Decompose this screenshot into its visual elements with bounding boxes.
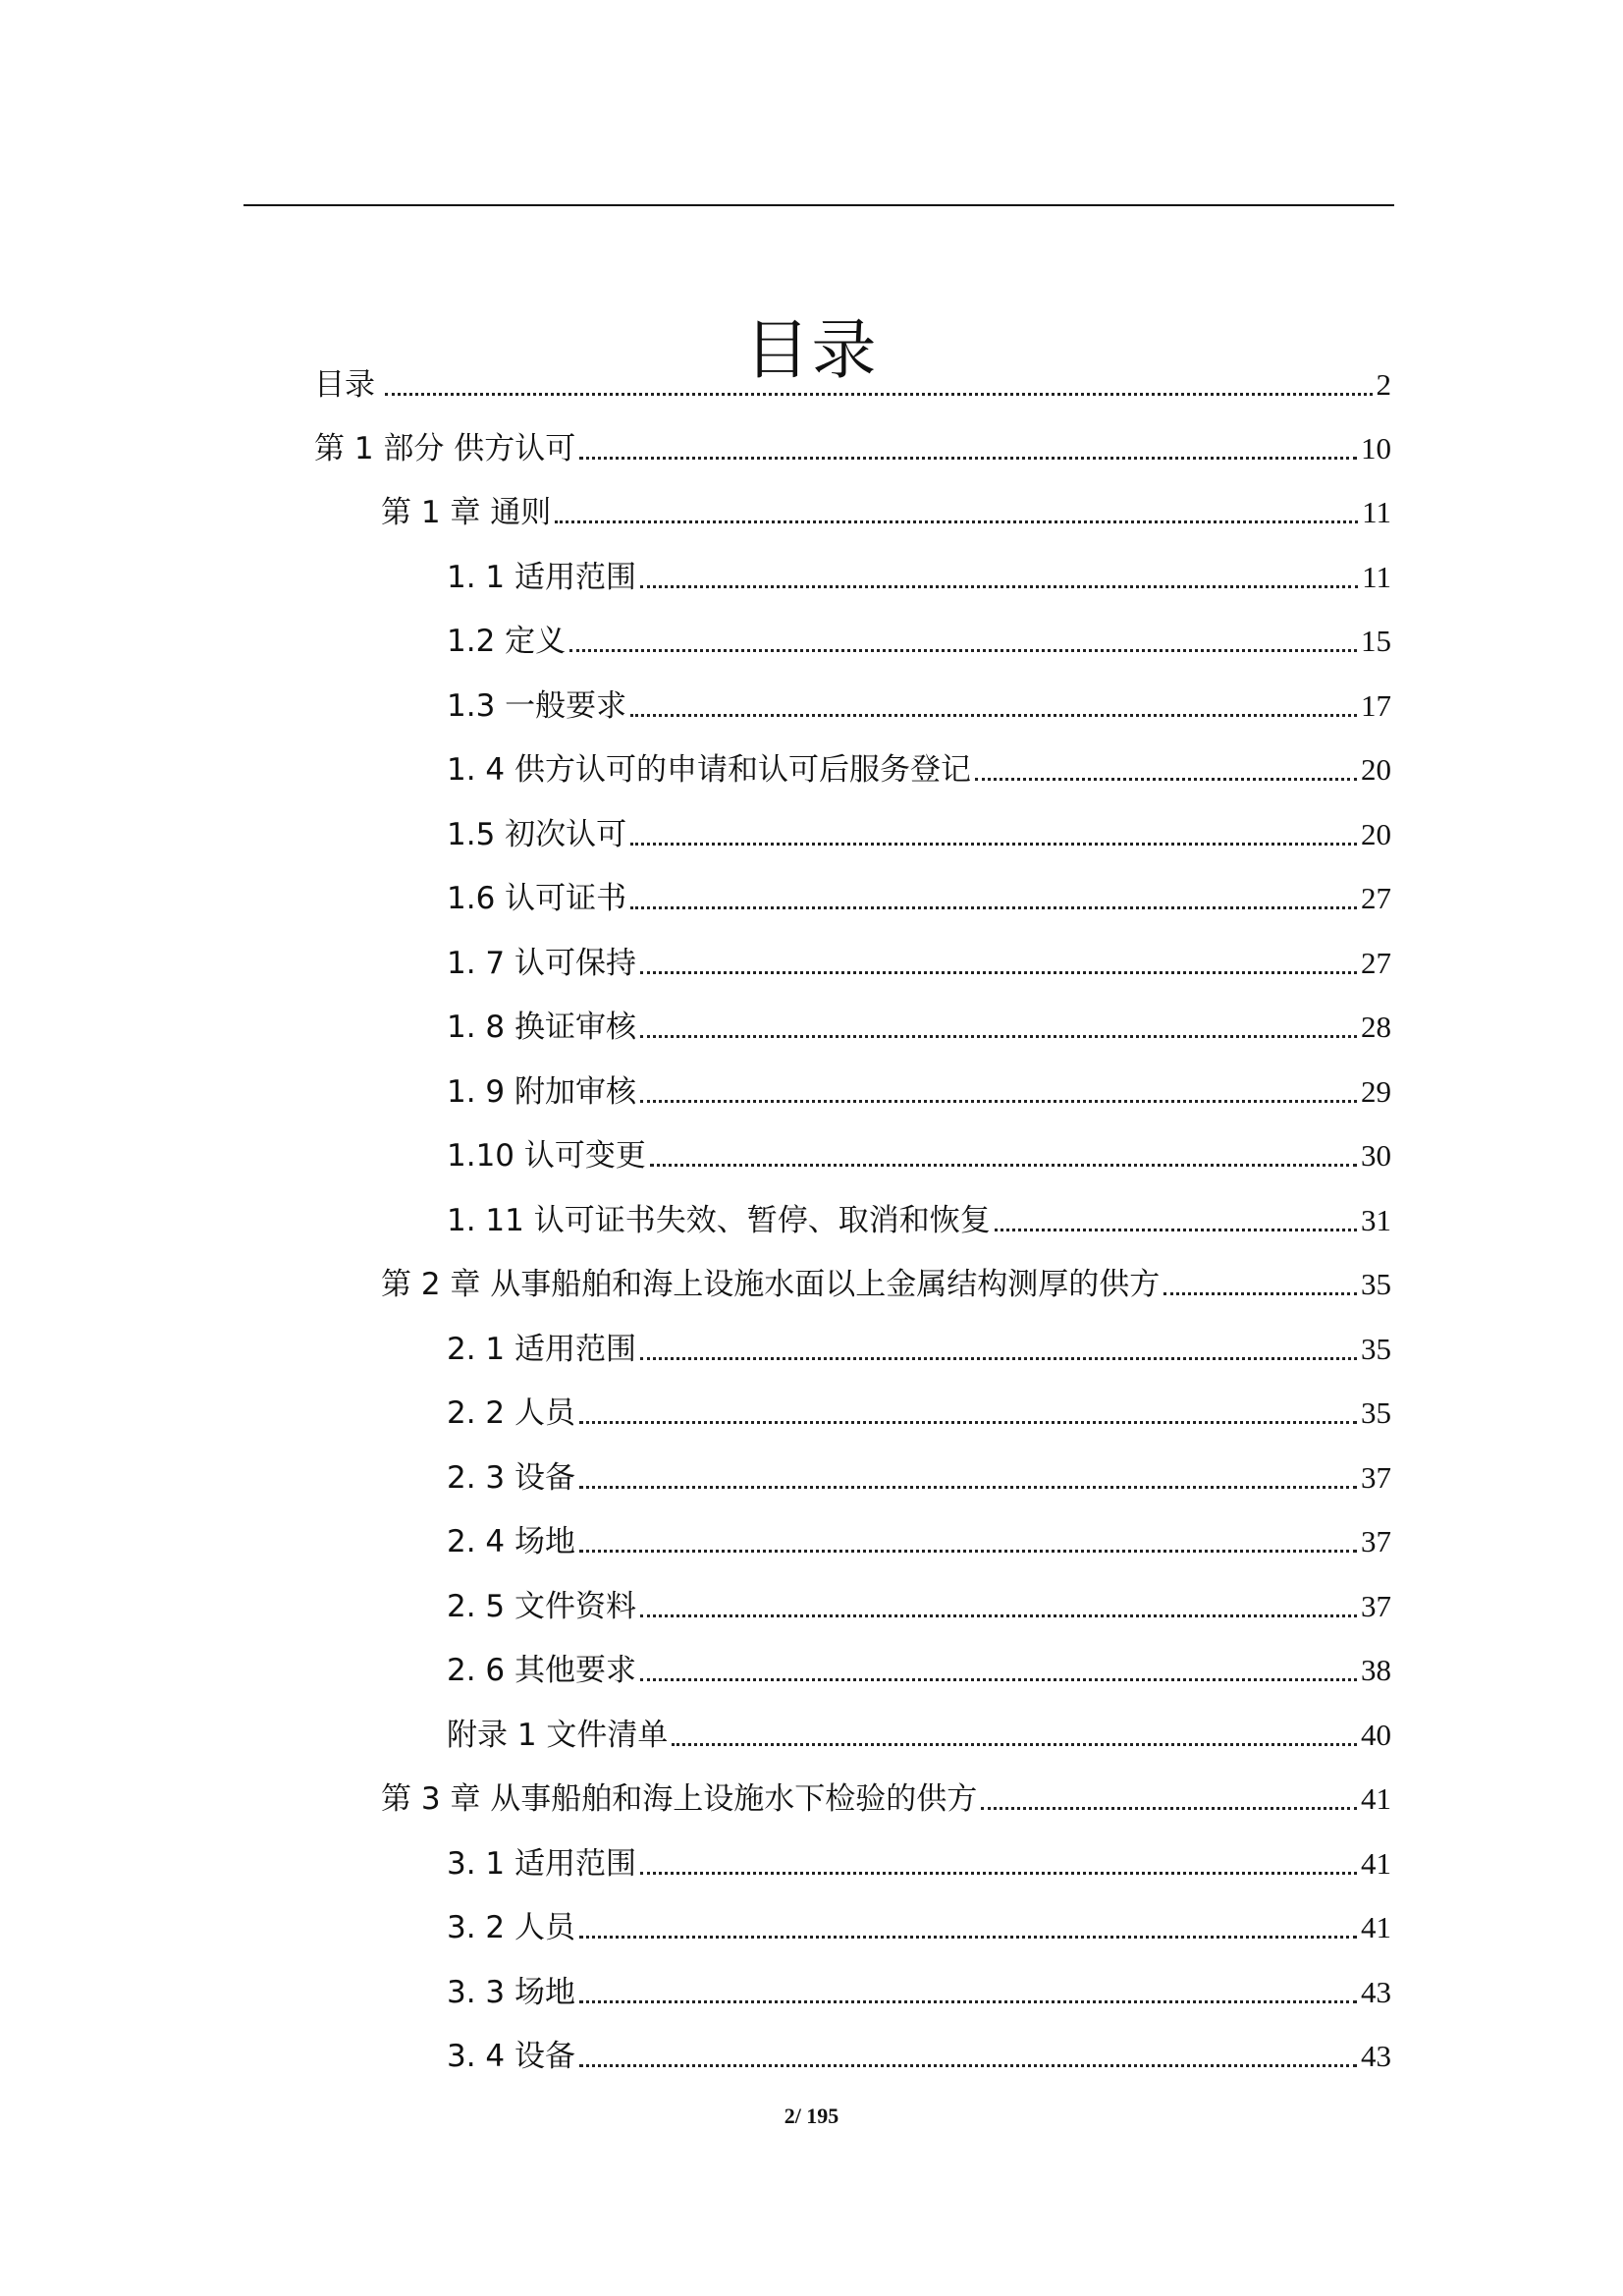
toc-dot-leader [640,1357,1357,1360]
toc-entry-page: 15 [1361,624,1391,658]
toc-dot-leader [640,1678,1357,1681]
toc-dot-leader [640,1614,1357,1617]
toc-entry-label: 2. 2 人员 [447,1395,576,1431]
toc-entry-label: 2. 4 场地 [447,1524,576,1559]
toc-entry-label: 2. 1 适用范围 [447,1332,637,1367]
toc-entry-label: 1. 1 适用范围 [447,560,637,595]
toc-entry-page: 35 [1361,1332,1391,1366]
toc-entry-label: 1.2 定义 [447,624,567,659]
toc-entry-label: 目录 [314,367,375,403]
toc-entry-page: 31 [1361,1203,1391,1237]
toc-entry-page: 38 [1361,1653,1391,1687]
toc-dot-leader [650,1164,1357,1167]
toc-dot-leader [569,649,1357,652]
toc-dot-leader [640,585,1358,588]
toc-entry-page: 37 [1361,1589,1391,1623]
toc-dot-leader [640,1872,1357,1875]
toc-entry-label: 1. 9 附加审核 [447,1074,637,1110]
toc-entry[interactable] [447,1390,1391,1433]
toc-entry-label: 1.3 一般要求 [447,688,627,724]
toc-entry[interactable] [381,1261,1391,1304]
toc-dot-leader [975,778,1357,781]
toc-dot-leader [1163,1292,1357,1295]
toc-entry[interactable] [447,875,1391,918]
toc-entry[interactable] [447,554,1391,597]
toc-entry[interactable] [314,425,1391,468]
page-title: 目录 [744,312,879,389]
toc-entry-label: 1.10 认可变更 [447,1138,646,1174]
toc-entry-page: 43 [1361,2039,1391,2073]
toc-entry-page: 10 [1361,431,1391,465]
toc-entry-page: 37 [1361,1524,1391,1558]
toc-dot-leader [579,1550,1357,1553]
toc-entry-page: 27 [1361,946,1391,980]
toc-entry-page: 20 [1361,752,1391,787]
toc-entry[interactable] [447,1583,1391,1626]
toc-entry[interactable] [447,1068,1391,1112]
toc-dot-leader [672,1743,1357,1746]
toc-entry-label: 1. 11 认可证书失效、暂停、取消和恢复 [447,1203,991,1238]
toc-entry-page: 2 [1376,367,1391,402]
toc-dot-leader [385,393,1373,396]
toc-dot-leader [579,1486,1357,1489]
toc-dot-leader [630,714,1357,717]
toc-entry[interactable] [447,811,1391,854]
toc-entry-label: 第 1 章 通则 [381,495,552,530]
toc-entry-label: 1. 8 换证审核 [447,1010,637,1045]
toc-entry[interactable] [447,1518,1391,1561]
toc-entry-label: 2. 6 其他要求 [447,1653,637,1688]
toc-dot-leader [995,1229,1357,1231]
toc-dot-leader [640,1035,1357,1038]
toc-entry-label: 2. 3 设备 [447,1460,576,1496]
toc-entry[interactable] [447,940,1391,983]
toc-entry[interactable] [447,1712,1391,1755]
toc-entry[interactable] [447,1454,1391,1498]
toc-entry-label: 3. 1 适用范围 [447,1846,637,1882]
toc-dot-leader [579,1421,1357,1424]
toc-entry-label: 1.6 认可证书 [447,881,627,916]
toc-dot-leader [630,843,1357,846]
toc-entry-page: 29 [1361,1074,1391,1109]
toc-entry[interactable] [447,1004,1391,1047]
toc-dot-leader [640,971,1357,974]
toc-dot-leader [579,2000,1357,2003]
toc-entry-page: 41 [1361,1910,1391,1944]
toc-entry[interactable] [381,489,1391,532]
toc-entry-page: 11 [1362,560,1391,594]
toc-entry[interactable] [447,746,1391,790]
toc-entry-label: 1. 7 认可保持 [447,946,637,981]
toc-entry-page: 20 [1361,817,1391,851]
toc-entry[interactable] [447,1647,1391,1690]
toc-dot-leader [640,1100,1357,1103]
toc-entry-page: 40 [1361,1718,1391,1752]
toc-entry[interactable] [381,1776,1391,1819]
toc-entry[interactable] [447,1326,1391,1369]
toc-dot-leader [579,457,1357,460]
toc-entry-page: 28 [1361,1010,1391,1044]
toc-dot-leader [981,1807,1357,1810]
toc-entry-label: 3. 2 人员 [447,1910,576,1945]
toc-dot-leader [555,520,1358,523]
toc-dot-leader [630,906,1357,909]
toc-entry-page: 35 [1361,1395,1391,1430]
toc-entry-label: 3. 4 设备 [447,2039,576,2074]
toc-entry-page: 41 [1361,1846,1391,1881]
page-number: 2/ 195 [784,2104,839,2128]
toc-entry-page: 27 [1361,881,1391,915]
toc-entry-label: 第 3 章 从事船舶和海上设施水下检验的供方 [381,1781,978,1817]
toc-entry-page: 11 [1362,495,1391,529]
toc-entry-label: 第 2 章 从事船舶和海上设施水面以上金属结构测厚的供方 [381,1267,1161,1302]
toc-entry-page: 35 [1361,1267,1391,1301]
toc-entry-label: 附录 1 文件清单 [447,1718,669,1753]
toc-entry-label: 1. 4 供方认可的申请和认可后服务登记 [447,752,972,788]
toc-entry-label: 2. 5 文件资料 [447,1589,637,1624]
toc-entry-page: 41 [1361,1781,1391,1816]
header-rule [243,204,1394,206]
toc-entry-label: 第 1 部分 供方认可 [314,431,576,466]
toc-dot-leader [579,1936,1357,1939]
toc-entry-page: 30 [1361,1138,1391,1173]
toc-entry[interactable] [314,361,1391,405]
toc-entry[interactable] [447,1197,1391,1240]
toc-entry-page: 37 [1361,1460,1391,1495]
toc-entry[interactable] [447,618,1391,661]
toc-entry[interactable] [447,683,1391,726]
toc-entry-label: 3. 3 场地 [447,1975,576,2010]
toc-entry[interactable] [447,1904,1391,1947]
toc-entry[interactable] [447,1840,1391,1884]
toc-entry-label: 1.5 初次认可 [447,817,627,852]
toc-entry[interactable] [447,1969,1391,2012]
toc-dot-leader [579,2064,1357,2067]
toc-entry[interactable] [447,1132,1391,1175]
toc-entry[interactable] [447,2033,1391,2076]
toc-entry-page: 43 [1361,1975,1391,2009]
toc-entry-page: 17 [1361,688,1391,723]
